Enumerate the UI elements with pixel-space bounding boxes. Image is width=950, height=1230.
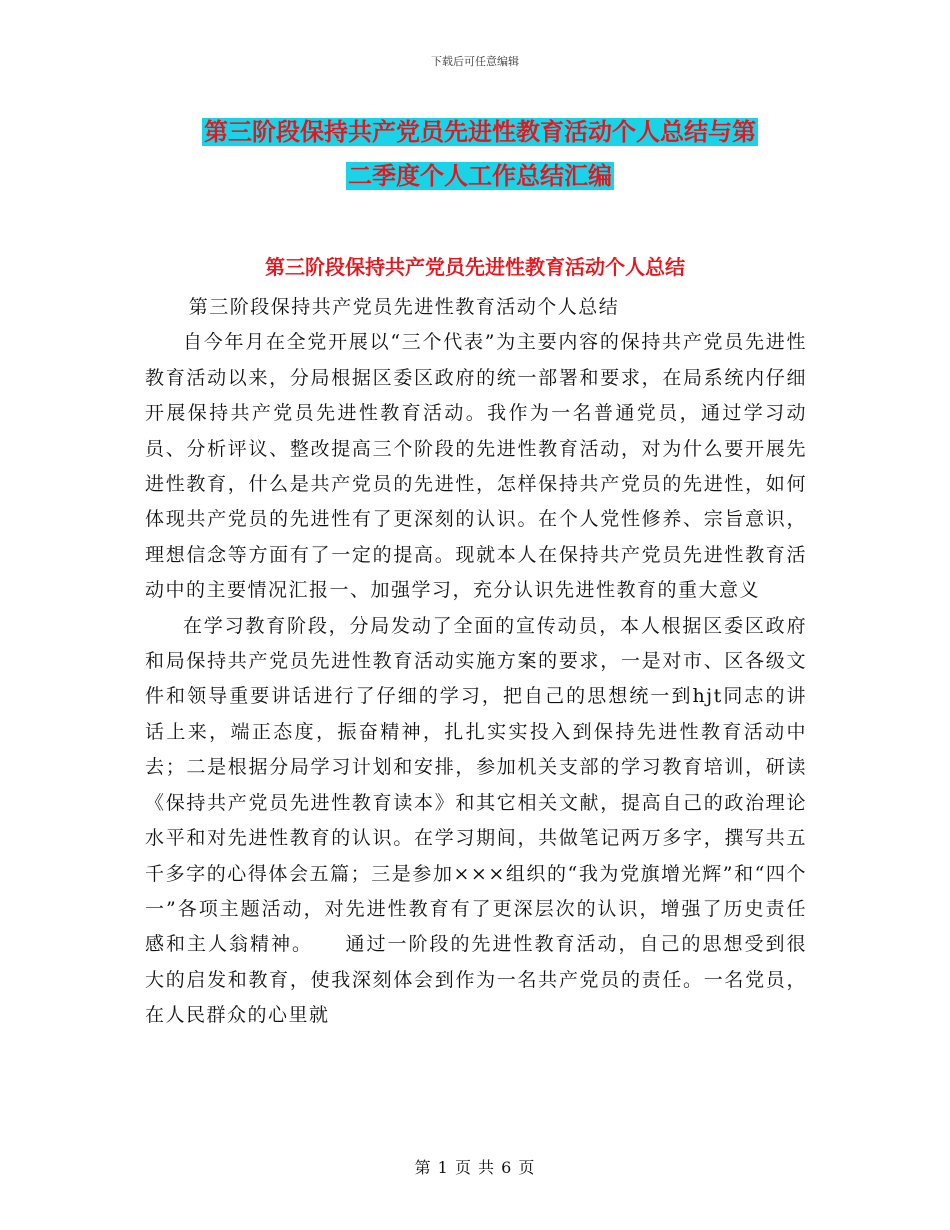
body-paragraph-1: 自今年月在全党开展以“三个代表”为主要内容的保持共产党员先进性教育活动以来，分局根据区委区政府的统一部署和要求，在局系统内仔细开展保持共产党员先进性教育活动。我作为一名普通党员，通过学习动员、分析评议、整改提高三个阶段的先进性教育活动，对为什么要开展先进性教育，什么是共产党员的先进性，怎样保持共产党员的先进性，如何体现共产党员的先进性有了更深刻的认识。在个人党性修养、宗旨意识，理想信念等方面有了一定的提高。现就本人在保持共产党员先进性教育活动中的主要情况汇报一、加强学习，充分认识先进性教育的重大意义: [145, 331, 807, 602]
header-note: 下载后可任意编辑: [431, 55, 519, 68]
document-title: [150, 110, 810, 198]
page-footer: 第 1 页 共 6 页: [414, 1158, 536, 1177]
body-paragraph-2: 在学习教育阶段，分局发动了全面的宣传动员，本人根据区委区政府和局保持共产党员先进性教育活动实施方案的要求，一是对市、区各级文件和领导重要讲话进行了仔细的学习，把自己的思想统一到hjt同志的讲话上来，端正态度，振奋精神，扎扎实实投入到保持先进性教育活动中去；二是根据分局学习计划和安排，参加机关支部的学习教育培训，研读《保持共产党员先进性教育读本》和其它相关文献，提高自己的政治理论水平和对先进性教育的认识。在学习期间，共做笔记两万多字，撰写共五千多字的心得体会五篇；三是参加×××组织的“我为党旗增光辉”和“四个一”各项主题活动，对先进性教育有了更深层次的认识，增强了历史责任感和主人翁精神。 通过一阶段的先进性教育活动，自己的思想受到很大的启发和教育，使我深刻体会到作为一名共产党员的责任。一名党员，在人民群众的心里就: [145, 614, 807, 1027]
document-title-line-2: 二季度个人工作总结汇编: [348, 162, 612, 190]
document-body: [145, 290, 807, 1034]
body-subheading: 第三阶段保持共产党员先进性教育活动个人总结: [188, 296, 620, 318]
section-title: 第三阶段保持共产党员先进性教育活动个人总结: [265, 255, 685, 279]
document-title-line-1: 第三阶段保持共产党员先进性教育活动个人总结与第: [204, 118, 756, 146]
